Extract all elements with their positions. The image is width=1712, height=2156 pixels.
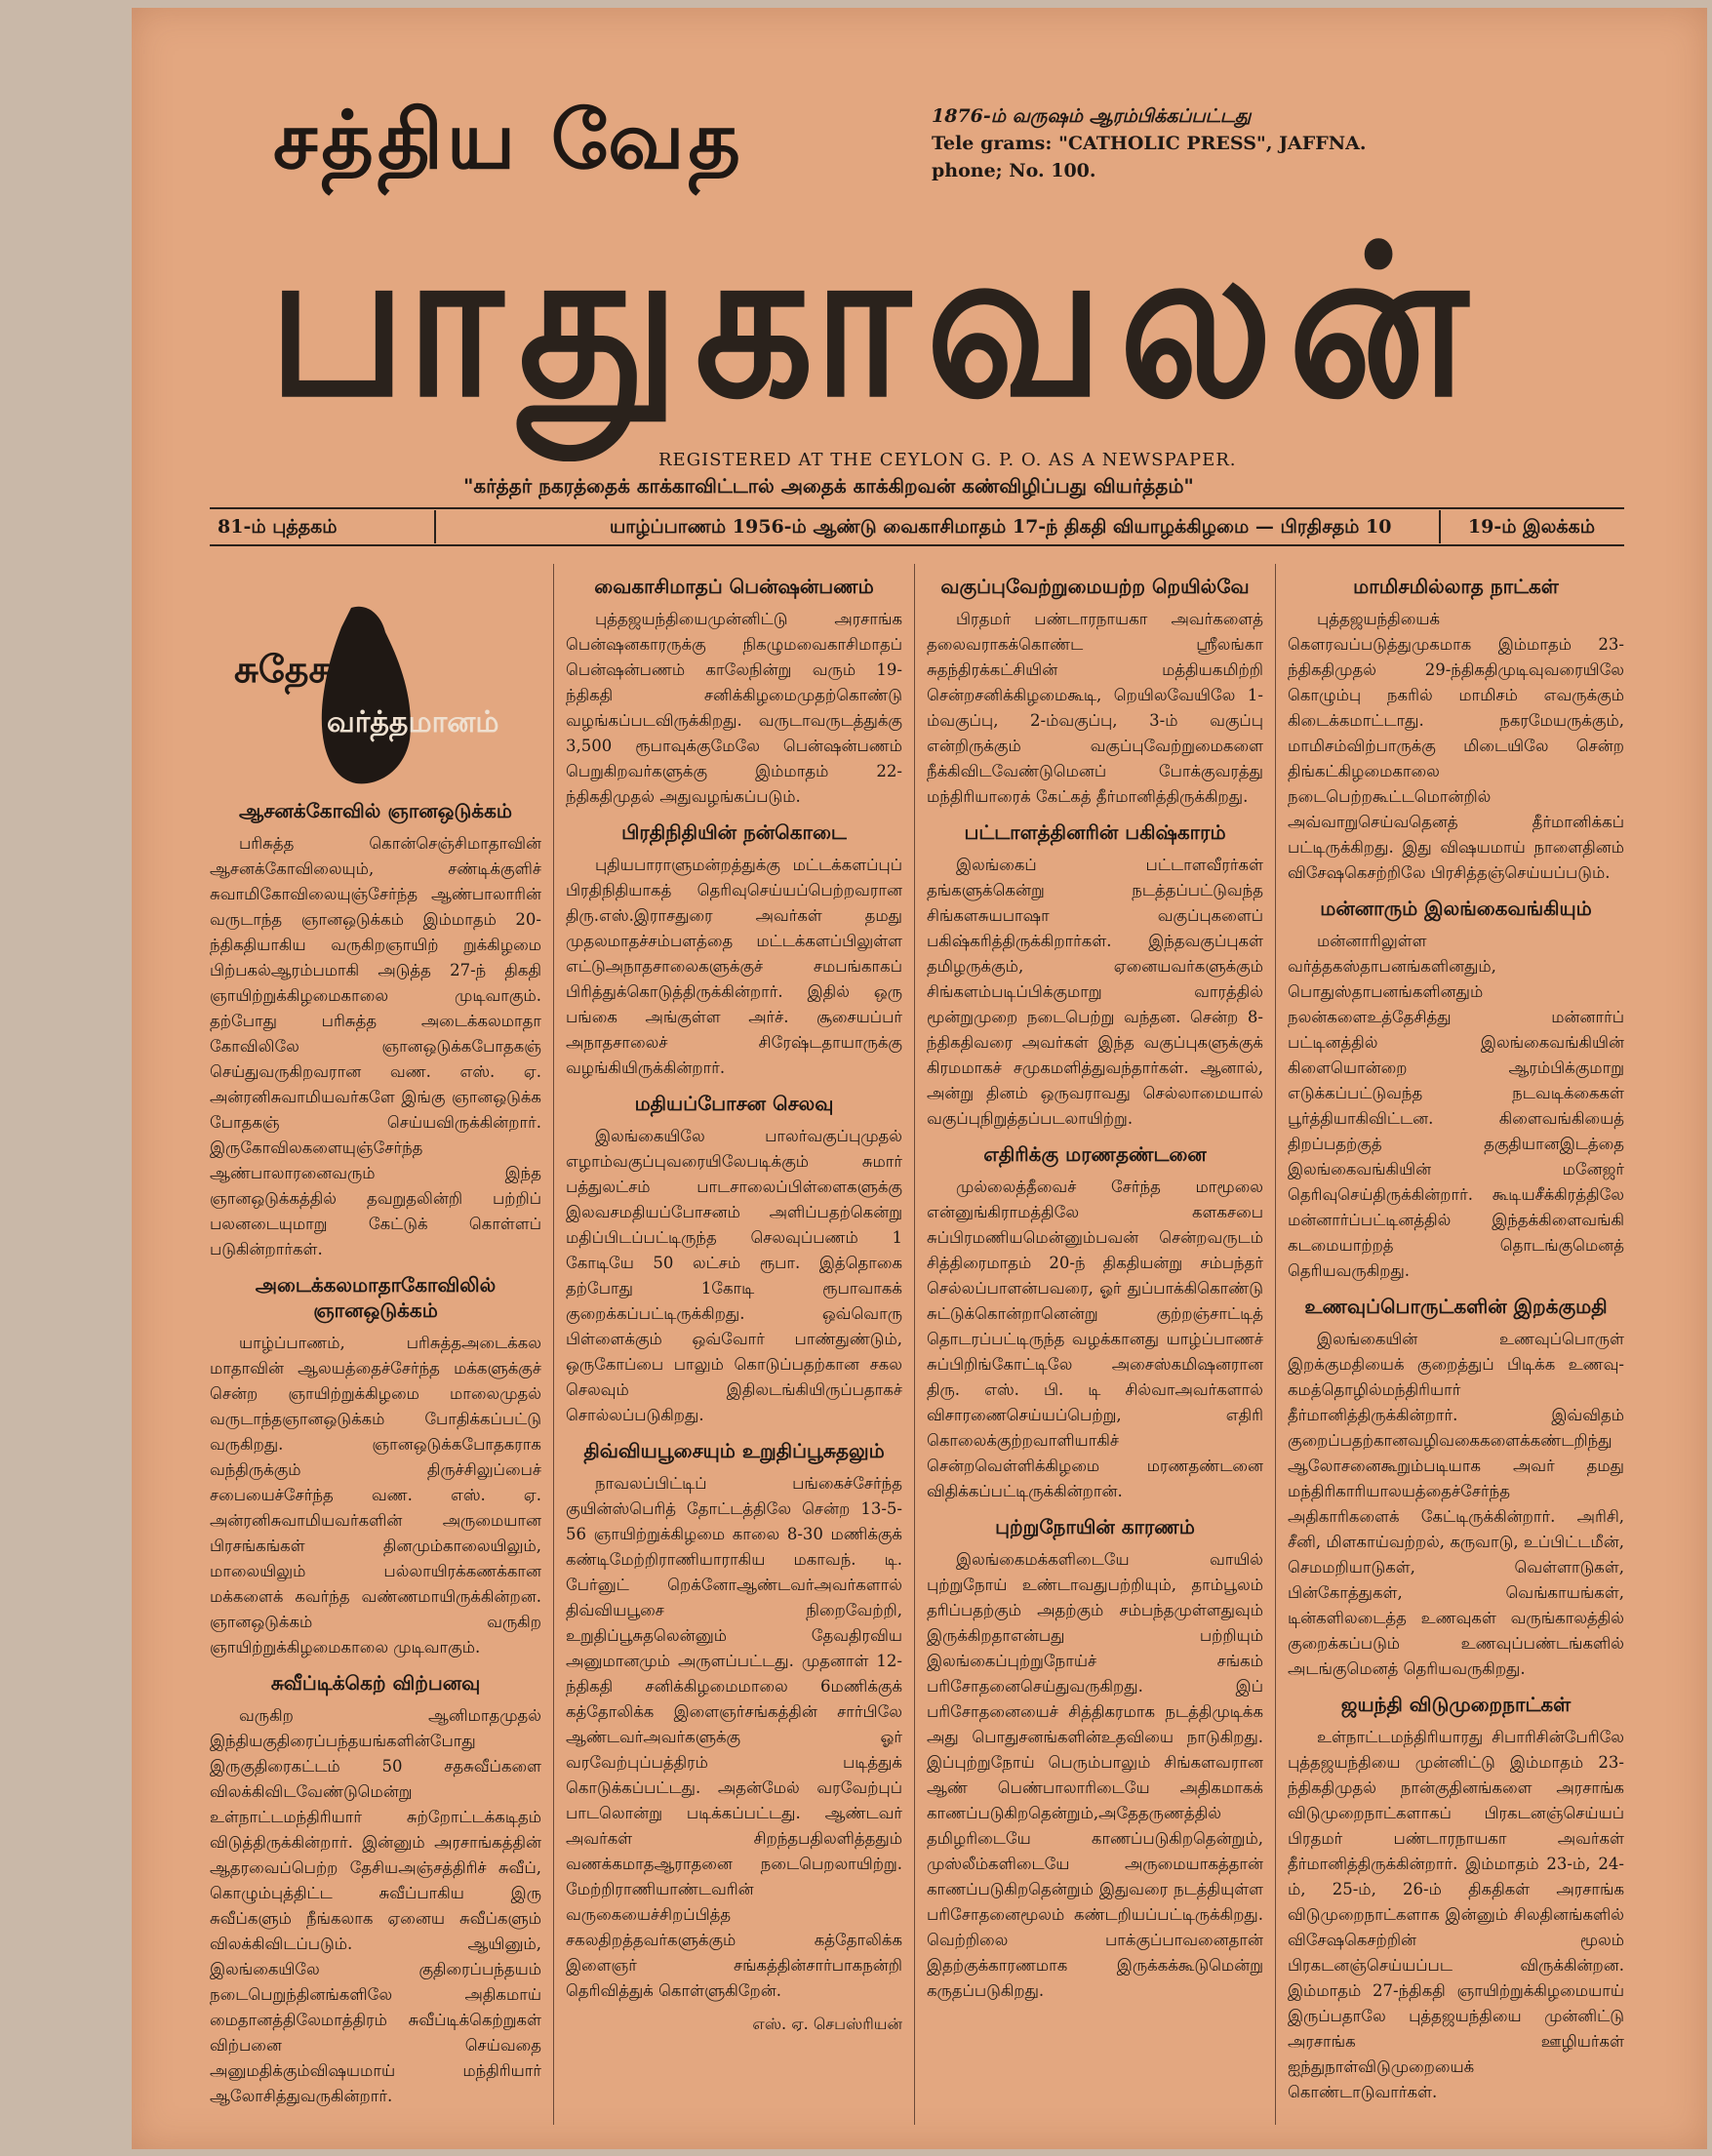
article-title: வைகாசிமாதப் பென்ஷன்பணம் (594, 575, 874, 598)
ceylon-map-icon (312, 603, 419, 788)
article-body: இலங்கைப் பட்டாளவீரர்கள் தங்களுக்கென்று நடத்தப்பட்டுவந்த சிங்களசுயபாஷா வகுப்புகளைப் பகிஷ்கரித்திருக்கிறார்கள். இந்தவகுப்புகள் தமிழருக்கும், ஏனையவர்களுக்கும் சிங்களம்படிப்பிக்குமாறு வாரத்தில் மூன்றுமுறை நடைபெற்று வந்தன. சென்ற 8-ந்திகதிவரை அவர்கள் இந்த வகுப்புகளுக்குக் கிரமமாகச் சமுகமளித்துவந்தார்கள். ஆனால், அன்று தினம் ஒருவராவது செல்லாமையால் வகுப்புநிறுத்தப்படலாயிற்று. (927, 856, 1263, 1128)
newspaper-page (132, 8, 1707, 2149)
issue-number: 19-ம் இலக்கம் (1467, 516, 1595, 538)
article (927, 1514, 1263, 2004)
article (566, 819, 902, 1081)
article (1288, 896, 1624, 1284)
article (566, 1438, 902, 2037)
article (210, 798, 541, 1262)
top-rule (210, 507, 1624, 509)
divider (1439, 510, 1441, 543)
top-title: சத்திய வேத (273, 94, 744, 187)
founded-line: 1876-ம் வருஷம் ஆரம்பிக்கப்பட்டது (932, 105, 1252, 127)
article-body: இலங்கையிலே பாலர்வகுப்புமுதல் எழாம்வகுப்புவரையிலேபடிக்கும் சுமார் பத்துலட்சம் பாடசாலைப்பிள்ளைகளுக்கு இலவசமதியப்போசனம் அளிப்பதற்கென்று மதிப்பிடப்பட்டிருந்த செலவுப்பணம் 1 கோடியே 50 லட்சம் ரூபா. இத்தொகை தற்போது 1கோடி ரூபாவாகக் குறைக்கப்பட்டிருக்கிறது. ஒவ்வொரு பிள்ளைக்கும் ஒவ்வோர் பாண்துண்டும், ஒருகோப்பை பாலும் கொடுப்பதற்கான சகல செலவும் இதிலடங்கியிருப்பதாகச் சொல்லப்படுகிறது. (566, 1127, 902, 1424)
article-title: மதியப்போசன செலவு (634, 1092, 834, 1115)
article-body: யாழ்ப்பாணம், பரிசுத்தஅடைக்கல மாதாவின் ஆலயத்தைச்சேர்ந்த மக்களுக்குச் சென்ற ஞாயிற்றுக்கிழமை மாலைமுதல் வருடாந்தஞானஒடுக்கம் போதிக்கப்பட்டு வருகிறது. ஞானஒடுக்கபோதகராக வந்திருக்கும் திருச்சிலுப்பைச் சபையைச்சேர்ந்த வண. எஸ். ஏ. அன்ரனிசுவாமியவர்களின் அருமையான பிரசங்கங்கள் தினமும்காலையிலும், மாலையிலும் பல்லாயிரக்கணக்கான மக்களைக் கவர்ந்த வண்ணமாயிருக்கின்றன. ஞானஒடுக்கம் வருகிற ஞாயிற்றுக்கிழமைகாலை முடிவாகும். (210, 1334, 541, 1657)
column-4 (1288, 564, 1624, 2109)
dateline (210, 510, 1624, 543)
article (210, 1670, 541, 2109)
sudesa-logo (210, 564, 541, 788)
column-divider (914, 564, 915, 2125)
bottom-rule (210, 544, 1624, 546)
article-body: நாவலப்பிட்டிப் பங்கைச்சேர்ந்த குயின்ஸ்பெரித் தோட்டத்திலே சென்ற 13-5-56 ஞாயிற்றுக்கிழமை காலை 8-30 மணிக்குக் கண்டிமேற்றிராணியாராகிய மகாவந். டி. பேர்னுட் றெக்னோஆண்டவர்அவர்களால் திவ்வியபூசை நிறைவேற்றி, உறுதிப்பூசுதலென்னும் தேவதிரவிய அனுமானமும் அருளப்பட்டது. முதனாள் 12-ந்திகதி சனிக்கிழமைமாலை 6மணிக்குக் கத்தோலிக்க இளைஞர்சங்கத்தின் சார்பிலே ஆண்டவர்அவர்களுக்கு ஓர் வரவேற்புப்பத்திரம் படித்துக் கொடுக்கப்பட்டது. அதன்மேல் வரவேற்புப் பாடலொன்று படிக்கப்பட்டது. ஆண்டவர் அவர்கள் சிறந்தபதிலளித்ததும் வணக்கமாதஆராதனை நடைபெறலாயிற்று. மேற்றிராணியாண்டவரின் வருகையைச்சிறப்பித்த சகலதிறத்தவர்களுக்கும் கத்தோலிக்க இளைஞர் சங்கத்தின்சார்பாகநன்றி தெரிவித்துக் கொள்ளுகிறேன். (566, 1474, 902, 2000)
logo-line-2: வர்த்தமானம் (327, 705, 499, 739)
article-body: வருகிற ஆனிமாதமுதல் இந்தியகுதிரைப்பந்தயங்களின்போது இருகுதிரைகட்டம் 50 சதசுவீப்களை விலக்கிவிடவேண்டுமென்று உள்நாட்டமந்திரியார் சுற்றோட்டக்கடிதம் விடுத்திருக்கின்றார். இன்னும் அரசாங்கத்தின் ஆதரவைப்பெற்ற தேசியஅஞ்சத்திரிச் சுவீப், கொழும்புத்திட்ட சுவீப்பாகிய இரு சுவீப்களும் நீங்கலாக ஏனைய சுவீப்களும் விலக்கிவிடப்படும். ஆயினும், இலங்கையிலே குதிரைப்பந்தயம் நடைபெறுந்தினங்களிலே அதிகமாய் மைதானத்திலேமாத்திரம் சுவீப்டிக்கெற்றுகள் விற்பனை செய்வதை அனுமதிக்கும்விஷயமாய் மந்திரியார் ஆலோசித்துவருகின்றார். (210, 1706, 541, 2105)
article (927, 1141, 1263, 1504)
article (1288, 1692, 1624, 2105)
article-body: இலங்கையின் உணவுப்பொருள் இறக்குமதியைக் குறைத்துப் பிடிக்க உணவு-கமத்தொழில்மந்திரியார் தீர்மானித்திருக்கின்றார். இவ்விதம் குறைப்பதற்கானவழிவகைகளைக்கண்டறிந்து ஆலோசனைகூறும்படியாக அவர் தமது மந்திரிகாரியாலயத்தைச்சேர்ந்த அதிகாரிகளைக் கேட்டிருக்கின்றார். அரிசி, சீனி, மிளகாய்வற்றல், கருவாடு, உப்பிட்டமீன், செமமறியாடுகள், வெள்ளாடுகள், பின்கோத்துகள், வெங்காயங்கள், டின்களிலடைத்த உணவுகள் வருங்காலத்தில் குறைக்கப்படும் உணவுப்பண்டங்களில் அடங்குமெனத் தெரியவருகிறது. (1288, 1330, 1624, 1678)
article (1288, 1294, 1624, 1682)
article (566, 1091, 902, 1428)
column-3 (927, 564, 1263, 2008)
motto: "கர்த்தர் நகரத்தைக் காக்காவிட்டால் அதைக் காக்கிறவன் கண்விழிப்பது வியர்த்தம்" (463, 474, 1194, 498)
article-body: பரிசுத்த கொன்செஞ்சிமாதாவின் ஆசனக்கோவிலையும், சண்டிக்குளிச் சுவாமிகோவிலையுஞ்சேர்ந்த ஆண்பாலாரின் வருடாந்த ஞானஒடுக்கம் இம்மாதம் 20-ந்திகதியாகிய வருகிறஞாயிற் றுக்கிழமை பிற்பகல்ஆரம்பமாகி அடுத்த 27-ந் திகதி ஞாயிற்றுக்கிழமைகாலை முடிவாகும். தற்போது பரிசுத்த அடைக்கலமாதா கோவிலிலே ஞானஒடுக்கபோதகஞ் செய்துவருகிறவரான வண. எஸ். ஏ. அன்ரனிசுவாமியவர்களே இங்கு ஞானஒடுக்க போதகஞ் செய்யவிருக்கின்றார். இருகோவிலகளையுஞ்சேர்ந்த ஆண்பாலாரனைவரும் இந்த ஞானஒடுக்கத்தில் தவறுதலின்றி பற்றிப் பலனடையுமாறு கேட்டுக் கொள்ளப் படுகின்றார்கள். (210, 834, 541, 1258)
article (927, 819, 1263, 1132)
article-body: உள்நாட்டமந்திரியாரது சிபாரிசின்பேரிலே புத்தஜயந்தியை முன்னிட்டு இம்மாதம் 23-ந்திகதிமுதல் நான்குதினங்களை அரசாங்க விடுமுறைநாட்களாகப் பிரகடனஞ்செய்யப் பிரதமர் பண்டாரநாயகா அவர்கள் தீர்மானித்திருக்கின்றார். இம்மாதம் 23-ம், 24-ம், 25-ம், 26-ம் திகதிகள் அரசாங்க விடுமுறைநாட்களாக இன்னும் சிலதினங்களில் விசேஷகெசற்றின் மூலம் பிரகடனஞ்செய்யப்பட விருக்கின்றன. இம்மாதம் 27-ந்திகதி ஞாயிற்றுக்கிழமையாய் இருப்பதாலே புத்தஜயந்தியை முன்னிட்டு அரசாங்க ஊழியர்கள் ஐந்துநாள்விடுமுறையைக் கொண்டாடுவார்கள். (1288, 1728, 1624, 2101)
column-divider (553, 564, 554, 2125)
masthead: பாதுகாவலன் (268, 201, 1485, 443)
registration-line: REGISTERED AT THE CEYLON G. P. O. AS A NEWSPAPER. (658, 450, 1237, 470)
article-body: பிரதமர் பண்டாரநாயகா அவர்களைத் தலைவராகக்கொண்ட ஸ்ரீலங்கா சுதந்திரக்கட்சியின் மத்தியகமிற்றி சென்றசனிக்கிழமைகூடி, றெயிலவேயிலே 1-ம்வகுப்பு, 2-ம்வகுப்பு, 3-ம் வகுப்பு என்றிருக்கும் வகுப்புவேற்றுமைகளை நீக்கிவிடவேண்டுமெனப் போக்குவரத்து மந்திரியாரைக் கேட்கத் தீர்மானித்திருக்கிறது. (927, 610, 1263, 806)
logo-line-1: சுதேச (234, 647, 330, 691)
article-body: புத்தஜயந்தியைக் கௌரவப்படுத்துமுகமாக இம்மாதம் 23-ந்திகதிமுதல் 29-ந்திகதிமுடிவுவரையிலே கொழும்பு நகரில் மாமிசம் எவருக்கும் கிடைக்கமாட்டாது. நகரமேயருக்கும், மாமிசம்விற்பாருக்கு மிடையிலே சென்ற திங்கட்கிழமைகாலை நடைபெற்றகூட்டமொன்றில் அவ்வாறுசெய்வதெனத் தீர்மானிக்கப் பட்டிருக்கிறது. இது விஷயமாய் நாளைதினம் விசேஷகெசற்றிலே பிரசித்தஞ்செய்யப்படும். (1288, 610, 1624, 882)
article-body: இலங்கைமக்களிடையே வாயில் புற்றுநோய் உண்டாவதுபற்றியும், தாம்பூலம் தரிப்பதற்கும் அதற்கும் சம்பந்தமுள்ளதுவும் இருக்கிறதாஎன்பது பற்றியும் இலங்கைப்புற்றுநோய்ச் சங்கம் பரிசோதனைசெய்துவருகிறது. இப் பரிசோதனையைச் சித்திகரமாக நடத்திமுடிக்க அது பொதுசனங்களின்உதவியை நாடுகிறது. இப்புற்றுநோய் பெரும்பாலும் சிங்களவரான ஆண் பெண்பாலாரிடையே அதிகமாகக் காணப்படுகிறதென்றும்,அதேதருணத்தில் தமிழரிடையே காணப்படுகிறதென்றும், முஸ்லீம்களிடையே அருமையாகத்தான் காணப்படுகிறதென்றும் இதுவரை நடத்தியுள்ள பரிசோதனைமூலம் கண்டறியப்பட்டிருக்கிறது. வெற்றிலை பாக்குப்பாவனைதான் இதற்குக்காரணமாக இருக்கக்கூடுமென்று கருதப்படுகிறது. (927, 1550, 1263, 2000)
article-title: ஜயந்தி விடுமுறைநாட்கள் (1340, 1693, 1572, 1716)
article-title: பட்டாளத்தினரின் பகிஷ்காரம் (964, 820, 1226, 844)
divider (434, 510, 436, 543)
phone-number: phone; No. 100. (932, 160, 1096, 181)
article (1288, 574, 1624, 886)
article-title: உணவுப்பொருட்களின் இறக்குமதி (1304, 1295, 1608, 1318)
article-body: புத்தஜயந்தியைமுன்னிட்டு அரசாங்க பென்ஷனகாரருக்கு நிகழுமவைகாசிமாதப் பென்ஷன்பணம் காலேநின்று வரும் 19-ந்திகதி சனிக்கிழமைமுதற்கொண்டு வழங்கப்படவிருக்கிறது. வருடாவருடத்துக்கு 3,500 ரூபாவுக்குமேலே பென்ஷன்பணம் பெறுகிறவர்களுக்கு இம்மாதம் 22-ந்திகதிமுதல் அதுவழங்கப்படும். (566, 610, 902, 806)
telegram-address: Tele grams: "CATHOLIC PRESS", JAFFNA. (932, 133, 1367, 154)
article (927, 574, 1263, 810)
article-title: மன்னாரும் இலங்கைவங்கியும் (1320, 897, 1592, 920)
article-title: திவ்வியபூசையும் உறுதிப்பூசுதலும் (583, 1439, 885, 1462)
article-title: சுவீப்டிக்கெற் விற்பனவு (270, 1671, 481, 1695)
article-title: அடைக்கலமாதாகோவிலில் ஞானஒடுக்கம் (255, 1273, 497, 1322)
article-title: மாமிசமில்லாத நாட்கள் (1353, 575, 1559, 598)
article-title: புற்றுநோயின் காரணம் (995, 1515, 1195, 1538)
column-2 (566, 564, 902, 2037)
article-body: முல்லைத்தீவைச் சேர்ந்த மாமூலை என்னுங்கிராமத்திலே களகசபை சுப்பிரமணியமென்னும்பவன் சென்றவருடம் சித்திரைமாதம் 20-ந் திகதியன்று சம்பந்தர் செல்லப்பாளன்பவரை, ஓர் துப்பாக்கிகொண்டு சுட்டுக்கொன்றானென்று குற்றஞ்சாட்டித் தொடரப்பட்டிருந்த வழக்கானது யாழ்ப்பாணச் சுப்பிறிங்கோட்டிலே அசைஸ்கமிஷனரான திரு. எஸ். பி. டி சில்வாஅவர்களால் விசாரணைசெய்யப்பெற்று, எதிரி கொலைக்குற்றவாளியாகிச் சென்றவெள்ளிக்கிழமை மரணதண்டனை விதிக்கப்பட்டிருக்கின்றான். (927, 1178, 1263, 1500)
volume-number: 81-ம் புத்தகம் (218, 516, 338, 538)
article-body: மன்னாரிலுள்ள வர்த்தகஸ்தாபனங்களினதும், பொதுஸ்தாபனங்களினதும் நலன்களைஉத்தேசித்து மன்னார்ப் பட்டினத்தில் இலங்கைவங்கியின் கிளையொன்றை ஆரம்பிக்குமாறு எடுக்கப்பட்டுவந்த நடவடிக்கைகள் பூர்த்தியாகிவிட்டன. கிளைவங்கியைத் திறப்பதற்குத் தகுதியானஇடத்தை இலங்கைவங்கியின் மனேஜர் தெரிவுசெய்திருக்கின்றார். கூடியசீக்கிரத்திலே மன்னார்ப்பட்டினத்தில் இந்தக்கிளைவங்கி கடமையாற்றத் தொடங்குமெனத் தெரியவருகிறது. (1288, 932, 1624, 1280)
column-1 (210, 564, 541, 2113)
article (566, 574, 902, 810)
telegram-block (932, 133, 1367, 187)
article (210, 1272, 541, 1660)
article-title: வகுப்புவேற்றுமையற்ற றெயில்வே (940, 575, 1250, 598)
article-body: புதியபாராளுமன்றத்துக்கு மட்டக்களப்புப் பிரதிநிதியாகத் தெரிவுசெய்யப்பெற்றவரான திரு.எஸ்.இராசதுரை அவர்கள் தமது முதலமாதச்சம்பளத்தை மட்டக்களப்பிலுள்ள எட்டுஅநாதசாலைகளுக்குச் சமபங்காகப் பிரித்துக்கொடுத்திருக்கின்றார். இதில் ஒரு பங்கை அங்குள்ள அர்ச். சூசையப்பர் அநாதசாலைச் சிரேஷ்டதாயாருக்கு வழங்கியிருக்கின்றார். (566, 856, 902, 1077)
article-title: ஆசனக்கோவில் ஞானஒடுக்கம் (239, 799, 512, 822)
byline: எஸ். ஏ. செபஸ்ரியன் (752, 2015, 902, 2033)
column-divider (1275, 564, 1276, 2125)
issue-date: யாழ்ப்பாணம் 1956-ம் ஆண்டு வைகாசிமாதம் 17-ந் திகதி வியாழக்கிழமை — பிரதிசதம் 10 (610, 516, 1392, 538)
article-title: எதிரிக்கு மரணதண்டனை (983, 1142, 1207, 1166)
article-title: பிரதிநிதியின் நன்கொடை (621, 820, 847, 844)
